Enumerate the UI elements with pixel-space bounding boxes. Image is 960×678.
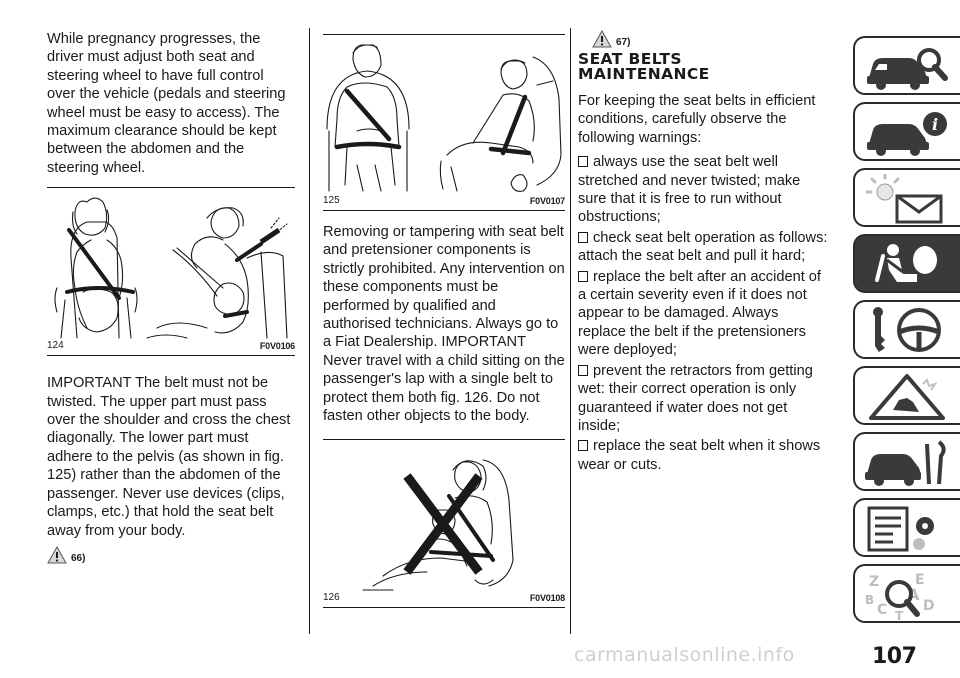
section-title bbox=[578, 52, 828, 82]
maintenance-bullet-list bbox=[578, 153, 828, 474]
column-1 bbox=[47, 30, 295, 564]
figure-number: 126 bbox=[323, 592, 340, 604]
column-3 bbox=[578, 30, 828, 476]
tab-safety[interactable] bbox=[853, 234, 960, 293]
steering-key-icon bbox=[863, 306, 953, 356]
column-divider-left bbox=[309, 28, 310, 634]
column-2 bbox=[323, 30, 565, 608]
seat-airbag-icon bbox=[863, 240, 953, 290]
list-item: always use the seat belt well stretched and never twisted; make sure that it is free to run without obstructions; bbox=[578, 154, 801, 226]
figure-code: F0V0108 bbox=[529, 593, 565, 604]
tab-starting-driving[interactable] bbox=[853, 300, 960, 359]
column-divider-right bbox=[570, 28, 571, 634]
figure-code: F0V0106 bbox=[259, 341, 295, 352]
section-title-line1: SEAT BELTS bbox=[578, 50, 682, 68]
checkbox-bullet-icon bbox=[578, 232, 588, 243]
tab-warning-lights[interactable] bbox=[853, 168, 960, 227]
tampering-paragraph: Removing or tampering with seat belt and pretensioner components is strictly prohibited. Any intervention on these components must be performed by qualified and authorised technicians. Always go to a Fiat Dealership. IMPORTANT Never travel with a child sitting on the passenger's lap with a single belt to protect them both fig. 126. Do not fasten other objects to the body. bbox=[323, 224, 565, 425]
svg-text:D: D bbox=[923, 598, 935, 614]
figure-bottom-rule bbox=[323, 607, 565, 608]
page-number: 107 bbox=[872, 644, 917, 669]
list-item: prevent the retractors from getting wet: their correct operation is only guaranteed if water does not get inside; bbox=[578, 362, 813, 434]
tab-servicing[interactable] bbox=[853, 432, 960, 491]
figure-code: F0V0107 bbox=[529, 196, 565, 206]
tab-technical-data[interactable] bbox=[853, 498, 960, 557]
checkbox-bullet-icon bbox=[578, 365, 588, 376]
warning-reference bbox=[592, 30, 828, 48]
maintenance-intro: For keeping the seat belts in efficient conditions, carefully observe the following warnings: bbox=[578, 93, 816, 146]
figure-125 bbox=[323, 35, 565, 195]
emergency-triangle-icon bbox=[863, 372, 953, 422]
car-info-icon bbox=[863, 108, 953, 158]
correct-belt-illustration bbox=[323, 35, 565, 195]
chapter-tabs bbox=[853, 36, 960, 630]
svg-text:C: C bbox=[877, 602, 888, 618]
warning-triangle-icon bbox=[592, 30, 612, 48]
warning-triangle-icon bbox=[47, 546, 67, 564]
checkbox-bullet-icon bbox=[578, 156, 588, 167]
alphabet-index-icon bbox=[863, 570, 953, 620]
checkbox-bullet-icon bbox=[578, 271, 588, 282]
intro-paragraph: While pregnancy progresses, the driver must adjust both seat and steering wheel to have full control over the vehicle (pedals and steering wheel must be easy to access). The maximum clearance should be kept between the abdomen and the steering wheel. bbox=[47, 31, 286, 176]
tab-knowing-the-car[interactable] bbox=[853, 36, 960, 95]
pregnant-seatbelt-illustration bbox=[47, 188, 295, 340]
checkbox-bullet-icon bbox=[578, 440, 588, 451]
warning-ref-number: 67) bbox=[616, 37, 631, 48]
car-tools-icon bbox=[863, 438, 953, 488]
warning-reference bbox=[47, 546, 295, 564]
tab-car-info[interactable] bbox=[853, 102, 960, 161]
figure-number: 125 bbox=[323, 195, 340, 206]
child-on-lap-prohibited-illustration bbox=[323, 440, 565, 592]
svg-text:i: i bbox=[932, 115, 939, 134]
svg-text:A: A bbox=[907, 585, 920, 604]
section-title-line2: MAINTENANCE bbox=[578, 65, 710, 83]
figure-124 bbox=[47, 188, 295, 340]
warning-lights-icon bbox=[863, 174, 953, 224]
list-item: replace the belt after an accident of a certain severity even if it does not appear to be damaged. Always replace the belt if the pretensioners were deployed; bbox=[578, 268, 821, 359]
svg-text:B: B bbox=[865, 593, 875, 607]
important-paragraph: IMPORTANT The belt must not be twisted. The upper part must pass over the shoulder and cross the chest diagonally. The lower part must adhere to the pelvis (as shown in fig. 125) rather than the abdomen of the passenger. Never use devices (clips, clamps, etc.) that hold the seat belt away from your body. bbox=[47, 375, 291, 539]
settings-list-icon bbox=[863, 504, 953, 554]
figure-126-caption bbox=[323, 592, 565, 604]
list-item: replace the seat belt when it shows wear or cuts. bbox=[578, 438, 821, 473]
figure-number: 124 bbox=[47, 340, 64, 352]
figure-125-caption bbox=[323, 195, 565, 207]
svg-text:E: E bbox=[915, 572, 925, 588]
watermark: carmanualsonline.info bbox=[574, 644, 795, 666]
figure-124-caption bbox=[47, 340, 295, 352]
warning-ref-number: 66) bbox=[71, 552, 86, 564]
figure-126 bbox=[323, 440, 565, 592]
tab-index[interactable] bbox=[853, 564, 960, 623]
svg-text:T: T bbox=[895, 609, 904, 620]
tab-emergency[interactable] bbox=[853, 366, 960, 425]
list-item: check seat belt operation as follows: attach the seat belt and pull it hard; bbox=[578, 229, 828, 265]
svg-text:Z: Z bbox=[869, 574, 880, 590]
car-magnifier-icon bbox=[863, 42, 953, 92]
